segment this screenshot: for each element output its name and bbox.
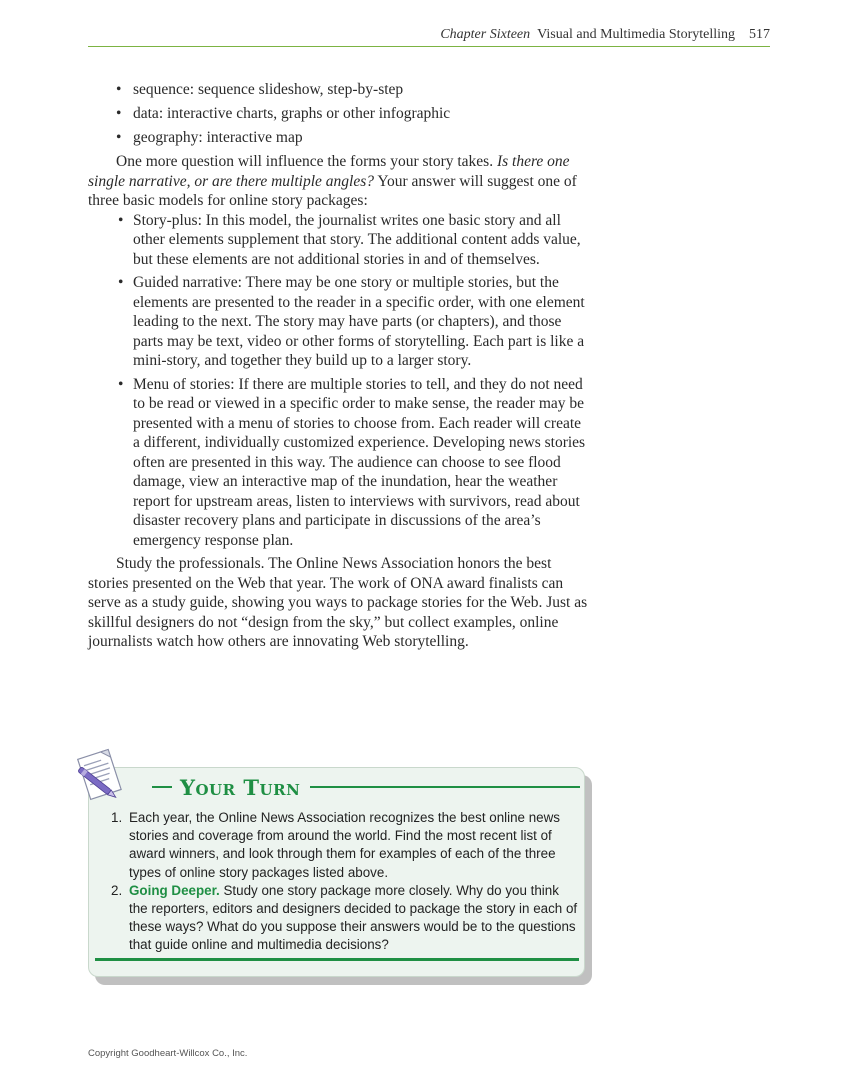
your-turn-bottom-rule [95,958,579,961]
chapter-title: Visual and Multimedia Storytelling [537,27,735,42]
list-item: • sequence: sequence slideshow, step-by-step [116,80,588,100]
going-deeper-label: Going Deeper. [129,882,220,898]
list-item [108,882,578,955]
your-turn-list [108,809,578,955]
body-text [88,80,588,652]
item-text: Study one story package more closely. Why do you think the reporters, editors and designers decided to package the story in each of these ways? What do you suppose their answers would be to the questions that guide online and multimedia decisions? [129,882,578,953]
your-turn-header [152,776,580,798]
paper-and-pen-icon [70,745,132,807]
form-bullet-list [88,80,588,148]
study-paragraph: Study the professionals. The Online News Association honors the best stories presented on the Web that year. The work of ONA award finalists can serve as a study guide, showing you ways to package stories for the Web. Just as skillful designers do not “design from the sky,” but collect examples, online journalists watch how others are innovating Web storytelling. [88,555,588,650]
intro-question: Is there one single narrative, or are there multiple angles? [88,153,570,190]
story-models-list [88,211,588,551]
copyright-footer: Copyright Goodheart-Willcox Co., Inc. [88,1048,248,1059]
list-item: • data: interactive charts, graphs or other infographic [116,104,588,124]
your-turn-title: Your Turn [180,774,301,800]
title-dash [152,786,172,788]
item-number: 2. [111,882,123,898]
list-item [108,809,578,882]
running-head [88,27,770,43]
list-item: • geography: interactive map [116,128,588,148]
item-number: 1. [111,810,123,825]
list-item: • Guided narrative: There may be one story or multiple stories, but the elements are presented to the reader in a specific order, with one element leading to the next. The story may have parts (or chapters), and those parts may be text, video or other forms of storytelling. Each part is like a mini-story, and together they build up to a larger story. [117,273,588,371]
intro-paragraph: One more question will influence the forms your story takes. Is there one single narrative, or are there multiple angles? Your answer will suggest one of three basic models for online story packages: [88,153,577,209]
list-item: • Menu of stories: If there are multiple stories to tell, and they do not need to be read or viewed in a specific order to make sense, the reader may be presented with a menu of stories to choose from. Each reader will create a different, individually customized experience. Developing news stories often are presented in this way. The audience can choose to see flood damage, view an interactive map of the inundation, hear the weather report for upstream areas, listen to interviews with survivors, read about disaster recovery plans and participate in discussions of the area’s emergency response plan. [117,375,588,551]
chapter-label: Chapter Sixteen [440,27,531,42]
item-text: Each year, the Online News Association recognizes the best online news stories and coverage from around the world. Find the most recent list of award winners, and look through them for examples of each of the three types of online story packages listed above. [129,810,560,880]
page-number: 517 [749,27,770,42]
title-rule [310,786,580,788]
list-item: • Story-plus: In this model, the journalist writes one basic story and all other elements supplement that story. The additional content adds value, but these elements are not additional stories in and of themselves. [117,211,588,270]
header-rule [88,46,770,47]
